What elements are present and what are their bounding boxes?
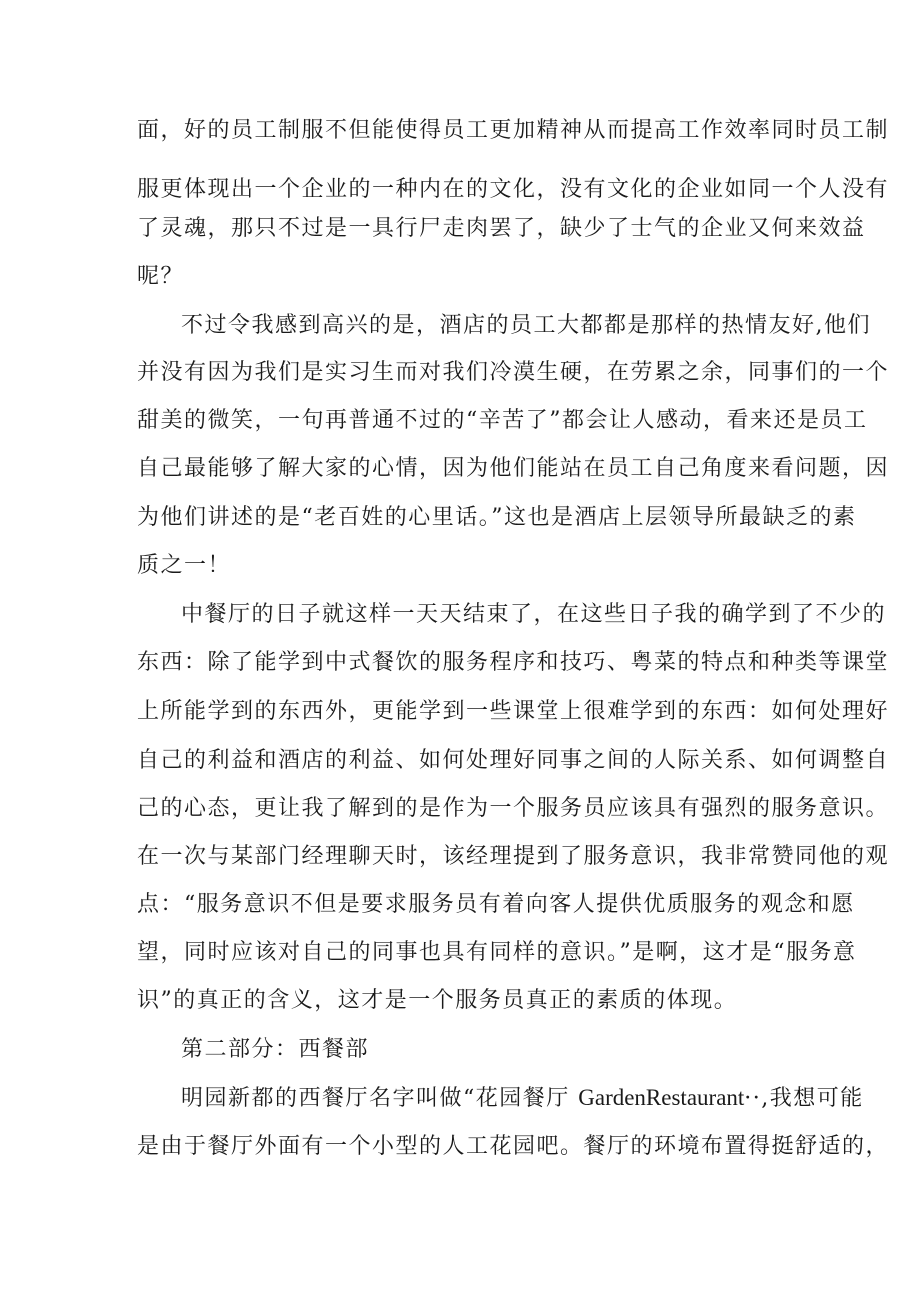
paragraph-line: 服更体现出一个企业的一种内在的文化，没有文化的企业如同一个人没有 bbox=[137, 177, 890, 202]
paragraph-line: 并没有因为我们是实习生而对我们冷漠生硬，在劳累之余，同事们的一个 bbox=[137, 360, 890, 385]
paragraph-line: 甜美的微笑，一句再普通不过的“辛苦了”都会让人感动，看来还是员工 bbox=[137, 408, 868, 433]
paragraph-line: 面，好的员工制服不但能使得员工更加精神从而提高工作效率同时员工制 bbox=[137, 118, 890, 143]
paragraph-line: 质之一！ bbox=[137, 553, 232, 578]
restaurant-name-latin: GardenRestaurant bbox=[578, 1085, 745, 1110]
paragraph-line: 自己的利益和酒店的利益、如何处理好同事之间的人际关系、如何调整自 bbox=[137, 748, 890, 773]
paragraph-line: 东西：除了能学到中式餐饮的服务程序和技巧、粤菜的特点和种类等课堂 bbox=[137, 650, 890, 675]
paragraph-line: 呢？ bbox=[137, 264, 185, 289]
paragraph-line: 上所能学到的东西外，更能学到一些课堂上很难学到的东西：如何处理好 bbox=[137, 699, 890, 724]
paragraph-line: 在一次与某部门经理聊天时，该经理提到了服务意识，我非常赞同他的观 bbox=[137, 844, 890, 869]
paragraph-line: 是由于餐厅外面有一个小型的人工花园吧。餐厅的环境布置得挺舒适的， bbox=[137, 1134, 890, 1159]
paragraph-line: 自己最能够了解大家的心情，因为他们能站在员工自己角度来看问题，因 bbox=[137, 456, 890, 481]
line-text: 明园新都的西餐厅名字叫做“花园餐厅 bbox=[181, 1086, 579, 1111]
paragraph-line: 中餐厅的日子就这样一天天结束了，在这些日子我的确学到了不少的 bbox=[181, 602, 887, 627]
paragraph-line bbox=[181, 1083, 864, 1114]
line-text: ··,我想可能 bbox=[744, 1086, 864, 1111]
paragraph-line: 为他们讲述的是“老百姓的心里话。”这也是酒店上层领导所最缺乏的素 bbox=[137, 505, 857, 530]
paragraph-line: 点：“服务意识不但是要求服务员有着向客人提供优质服务的观念和愿 bbox=[137, 892, 855, 917]
paragraph-line: 己的心态，更让我了解到的是作为一个服务员应该具有强烈的服务意识。 bbox=[137, 796, 890, 821]
paragraph-line: 望，同时应该对自己的同事也具有同样的意识。”是啊，这才是“服务意 bbox=[137, 940, 857, 965]
section-heading: 第二部分：西餐部 bbox=[181, 1037, 370, 1062]
paragraph-line: 了灵魂，那只不过是一具行尸走肉罢了，缺少了士气的企业又何来效益 bbox=[137, 216, 866, 241]
paragraph-line: 识”的真正的含义，这才是一个服务员真正的素质的体现。 bbox=[137, 988, 738, 1013]
paragraph-line: 不过令我感到高兴的是，酒店的员工大都都是那样的热情友好,他们 bbox=[181, 313, 871, 338]
